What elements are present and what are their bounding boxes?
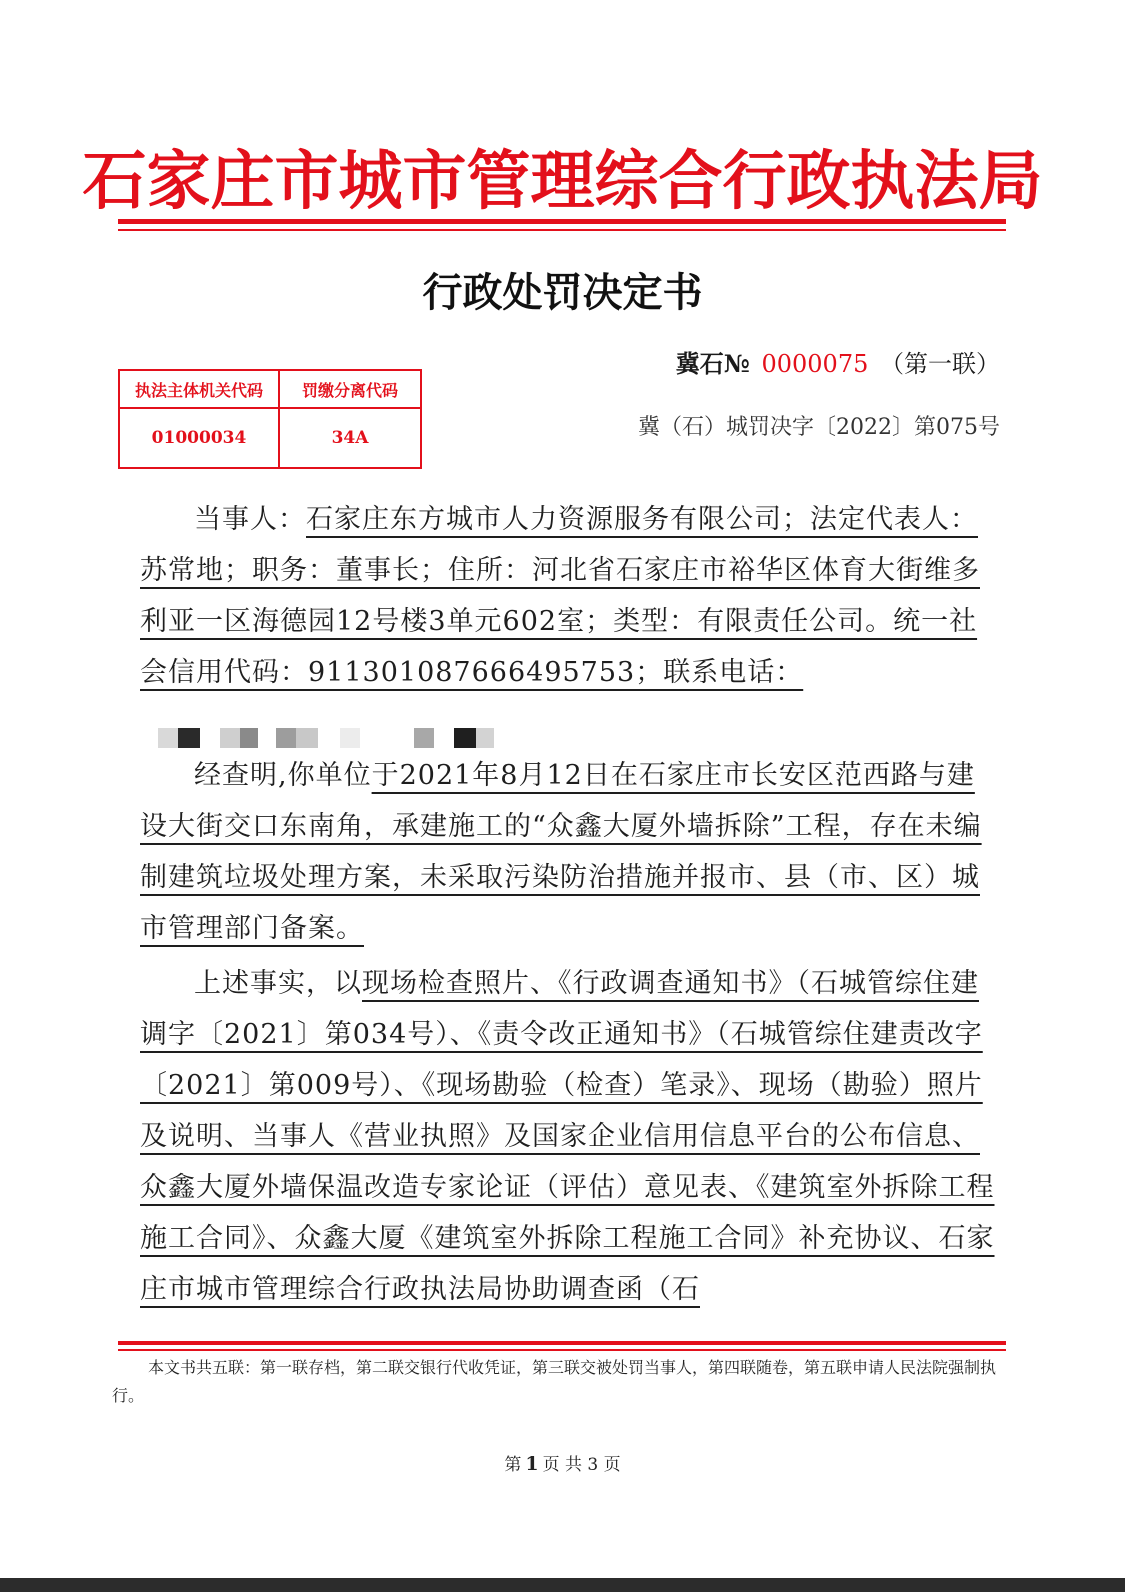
page-number	[0, 1450, 1125, 1475]
findings-paragraph	[140, 750, 1000, 954]
page-middle: 页 共	[542, 1455, 582, 1475]
header-rule-thin	[118, 229, 1006, 231]
bottom-scan-bar	[0, 1578, 1125, 1592]
header-rule-thick	[118, 219, 1006, 224]
code-table	[118, 369, 422, 469]
serial-line	[676, 344, 1000, 384]
agency-title: 石家庄市城市管理综合行政执法局	[82, 144, 1043, 219]
party-details: 石家庄东方城市人力资源服务有限公司；法定代表人：苏常地；职务：董事长；住所：河北省石家庄市裕华区体育大街维多利亚一区海德园12号楼3单元602室；类型：有限责任公司。统一社会信用代码：911301087666495753；联系电话：	[140, 504, 980, 688]
code-header-agency: 执法主体机关代码	[119, 370, 279, 408]
page-prefix: 第	[504, 1455, 522, 1475]
code-header-fine: 罚缴分离代码	[279, 370, 421, 408]
document-title: 行政处罚决定书	[422, 269, 703, 316]
party-label: 当事人：	[194, 504, 306, 535]
evidence-paragraph	[140, 958, 1000, 1315]
footer-rule-thin	[118, 1349, 1006, 1351]
evidence-details: 现场检查照片、《行政调查通知书》（石城管综住建调字〔2021〕第034号）、《责令改正通知书》（石城管综住建责改字〔2021〕第009号）、《现场勘验（检查）笔录》、现场（勘验）照片及说明、当事人《营业执照》及国家企业信用信息平台的公布信息、众鑫大厦外墙保温改造专家论证（评估）意见表、《建筑室外拆除工程施工合同》、众鑫大厦《建筑室外拆除工程施工合同》补充协议、石家庄市城市管理综合行政执法局协助调查函（石	[140, 968, 995, 1305]
party-paragraph	[140, 494, 1000, 698]
footer-note: 本文书共五联：第一联存档，第二联交银行代收凭证，第三联交被处罚当事人，第四联随卷，第五联申请人民法院强制执行。	[112, 1358, 997, 1405]
findings-details: 于2021年8月12日在石家庄市长安区范西路与建设大街交口东南角，承建施工的“众鑫大厦外墙拆除”工程，存在未编制建筑垃圾处理方案，未采取污染防治措施并报市、县（市、区）城市管理部门备案。	[140, 760, 982, 944]
findings-intro: 经查明,你单位	[194, 760, 372, 791]
code-value-fine: 34A	[279, 408, 421, 468]
serial-prefix: 冀石№	[675, 349, 750, 378]
code-value-agency: 01000034	[119, 408, 279, 468]
footer-rule-thick	[118, 1341, 1006, 1345]
reference-number: 冀（石）城罚决字〔2022〕第075号	[638, 415, 1000, 440]
page-suffix: 页	[603, 1455, 621, 1475]
page-current: 1	[525, 1453, 539, 1475]
serial-number: 0000075	[761, 350, 869, 378]
serial-copy: （第一联）	[880, 350, 1000, 378]
redacted-phone	[158, 722, 498, 750]
evidence-intro: 上述事实，以	[194, 968, 362, 999]
page-total: 3	[587, 1455, 599, 1475]
